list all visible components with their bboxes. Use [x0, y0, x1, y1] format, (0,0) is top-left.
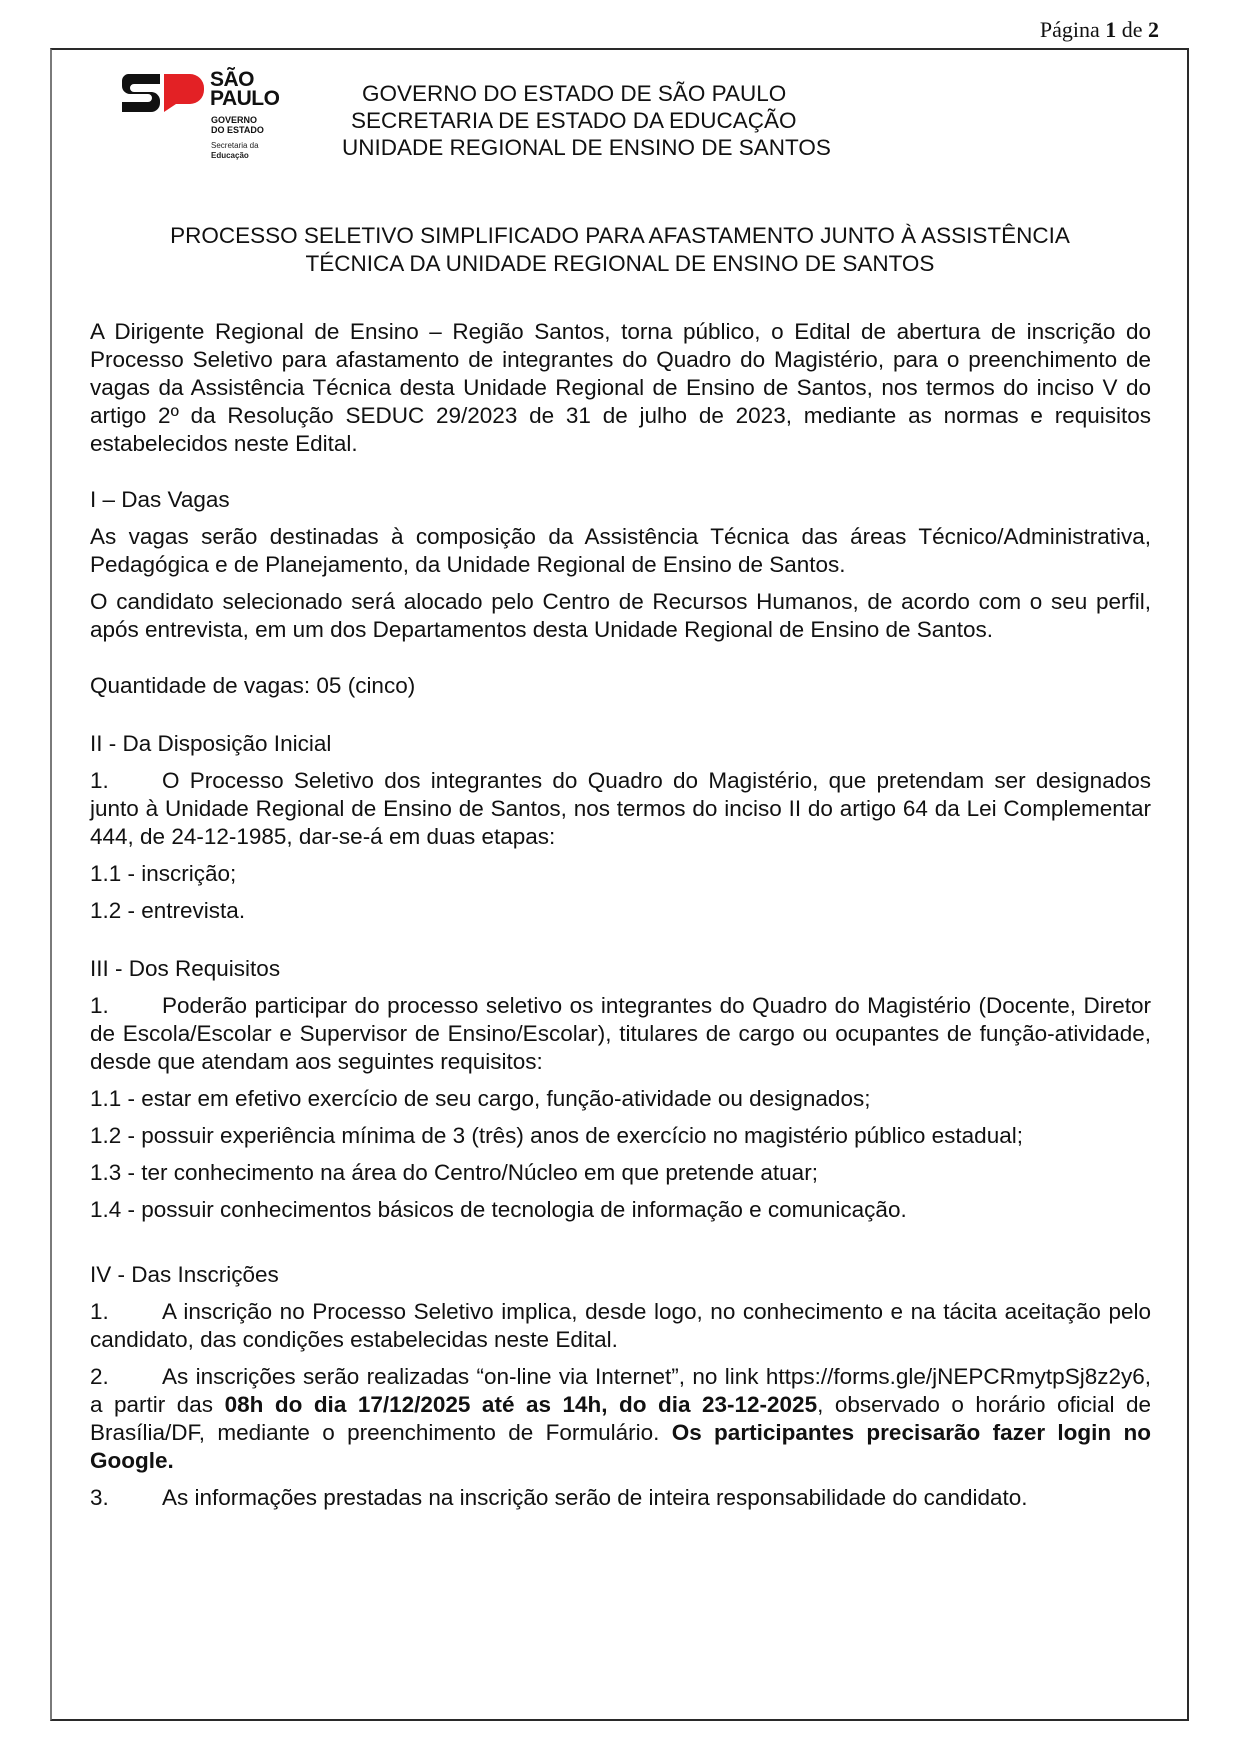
intro-paragraph: A Dirigente Regional de Ensino – Região Santos, torna público, o Edital de abertura de inscrição do Processo Seletivo para afastamento de integrantes do Quadro do Magistério, para o preenchimento de vagas da Assistência Técnica desta Unidade Regional de Ensino de Santos, nos termos do inciso V do artigo 2º da Resolução SEDUC 29/2023 de 31 de julho de 2023, mediante as normas e requisitos estabelecidos neste Edital. — [90, 319, 1151, 456]
page-label: Página — [1039, 17, 1100, 42]
section-heading-inscricoes: IV - Das Inscrições — [90, 1262, 279, 1287]
page-indicator — [1040, 17, 1159, 43]
page-separator: de — [1121, 17, 1143, 42]
section-heading-requisitos: III - Dos Requisitos — [90, 956, 281, 981]
document-header — [320, 80, 831, 161]
header-government: GOVERNO DO ESTADO DE SÃO PAULO — [362, 81, 787, 106]
current-page: 1 — [1105, 17, 1117, 42]
document-title: PROCESSO SELETIVO SIMPLIFICADO PARA AFASTAMENTO JUNTO À ASSISTÊNCIA TÉCNICA DA UNIDADE REGIONAL DE ENSINO DE SANTOS — [170, 223, 1070, 276]
google-login-notice: Os participantes precisarão fazer login no Google — [90, 1420, 1151, 1473]
logo-government-text: GOVERNO DO ESTADO — [211, 115, 264, 135]
document-body — [90, 318, 1151, 1512]
vagas-paragraph-2: O candidato selecionado será alocado pelo Centro de Recursos Humanos, de acordo com o seu perfil, após entrevista, em um dos Departamentos desta Unidade Regional de Ensino de Santos. — [90, 589, 1151, 642]
disposicao-sub-2: 1.2 - entrevista. — [90, 898, 246, 923]
logo-brand-text: SÃO PAULO — [210, 68, 280, 110]
registration-period: 08h do dia 17/12/2025 até as 14h, do dia 23-12-2025 — [224, 1392, 818, 1417]
requisitos-item-1: 1. Poderão participar do processo seletivo os integrantes do Quadro do Magistério (Docente, Diretor de Escola/Escolar e Supervisor de Ensino/Escolar), titulares de cargo ou ocupantes de função-atividade, desde que atendam aos seguintes requisitos: — [90, 993, 1151, 1074]
requisitos-sub-2: 1.2 - possuir experiência mínima de 3 (três) anos de exercício no magistério público estadual; — [90, 1123, 1023, 1148]
inscricoes-item-2: 2. As inscrições serão realizadas “on-line via Internet”, no link https://forms.gle/jNEPCRmytpSj8z2y6, a partir das 08h do dia 17/12/2025 até as 14h, do dia 23-12-2025, observado o horário oficial de Brasília/DF, mediante o preenchimento de Formulário. Os participantes precisarão fazer login no Google. — [90, 1364, 1152, 1473]
inscricoes-item-3: 3. As informações prestadas na inscrição serão de inteira responsabilidade do candidato. — [90, 1485, 1028, 1510]
disposicao-item-1: 1. O Processo Seletivo dos integrantes do Quadro do Magistério, que pretendam ser designados junto à Unidade Regional de Ensino de Santos, nos termos do inciso II do artigo 64 da Lei Complementar 444, de 24-12-1985, dar-se-á em duas etapas: — [90, 768, 1151, 849]
inscricoes-item-1: 1. A inscrição no Processo Seletivo implica, desde logo, no conhecimento e na tácita aceitação pelo candidato, das condições estabelecidas neste Edital. — [90, 1299, 1151, 1352]
sp-logo-icon — [122, 74, 204, 112]
logo-secretariat-text: Secretaria da Educação — [211, 141, 259, 160]
section-heading-vagas: I – Das Vagas — [90, 487, 230, 512]
total-pages: 2 — [1148, 17, 1159, 42]
vagas-quantity: Quantidade de vagas: 05 (cinco) — [90, 673, 416, 698]
header-regional-unit: UNIDADE REGIONAL DE ENSINO DE SANTOS — [342, 135, 831, 160]
disposicao-sub-1: 1.1 - inscrição; — [90, 861, 237, 886]
requisitos-sub-4: 1.4 - possuir conhecimentos básicos de tecnologia de informação e comunicação. — [90, 1197, 907, 1222]
sao-paulo-logo — [122, 70, 292, 165]
vagas-paragraph-1: As vagas serão destinadas à composição da Assistência Técnica das áreas Técnico/Administrativa, Pedagógica e de Planejamento, da Unidade Regional de Ensino de Santos. — [90, 524, 1151, 577]
requisitos-sub-3: 1.3 - ter conhecimento na área do Centro/Núcleo em que pretende atuar; — [90, 1160, 818, 1185]
requisitos-sub-1: 1.1 - estar em efetivo exercício de seu cargo, função-atividade ou designados; — [90, 1086, 871, 1111]
section-heading-disposicao: II - Da Disposição Inicial — [90, 731, 332, 756]
header-secretariat: SECRETARIA DE ESTADO DA EDUCAÇÃO — [351, 108, 797, 133]
